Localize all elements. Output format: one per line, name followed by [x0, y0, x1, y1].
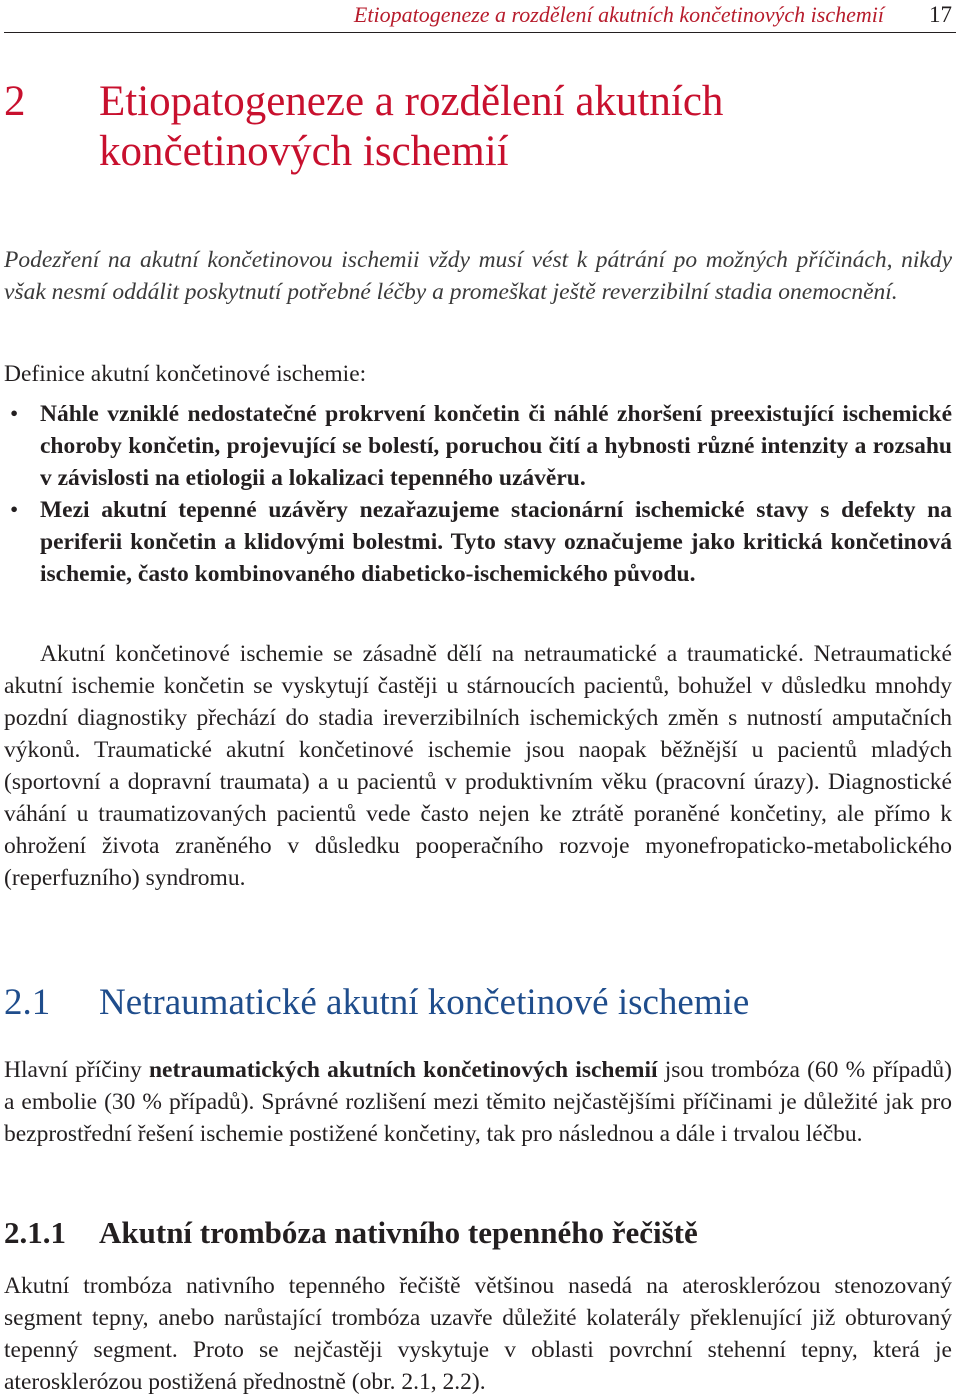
list-item-text: Náhle vzniklé nedostatečné prokrvení končetin či náhlé zhoršení preexistující ischemické choroby končetin, projevující se bolestí, poruchou čití a hybnosti různé intenzity a rozsahu v závislosti na etiologii a lokalizaci tepenného uzávěru. — [40, 401, 952, 491]
definition-heading: Definice akutní končetinové ischemie: — [4, 361, 367, 387]
list-item — [4, 494, 952, 590]
intro-paragraph: Akutní končetinové ischemie se zásadně dělí na netraumatické a traumatické. Netraumatické akutní ischemie končetin se vyskytují častěji u stárnoucích pacientů, bohužel v důsledku mnohdy pozdní diagnostiky přechází do stadia ireverzibilních ischemických změn s nutností amputačních výkonů. Traumatické akutní končetinové ischemie jsou naopak běžnější u pacientů mladých (sportovní a dopravní traumata) a u pacientů v produktivním věku (pracovní úrazy). Diagnostické váhání u traumatizovaných pacientů vede často nejen ke ztrátě poraněné končetiny, ale přímo k ohrožení života zraněného v důsledku pooperačního rozvoje myonefropaticko-metabolického (reperfuzního) syndromu. — [4, 641, 952, 891]
subsection-number: 2.1.1 — [4, 1215, 66, 1250]
section-title-text: Netraumatické akutní končetinové ischemie — [99, 982, 750, 1023]
list-item-text: Mezi akutní tepenné uzávěry nezařazujeme stacionární ischemické stavy s defekty na periferii končetin a klidovými bolestmi. Tyto stavy označujeme jako kritická končetinová ischemie, často kombinovaného diabeticko-ischemického původu. — [40, 497, 952, 587]
header-rule — [4, 32, 956, 33]
running-title: Etiopatogeneze a rozdělení akutních končetinových ischemií — [353, 2, 884, 27]
running-header — [0, 0, 960, 34]
thrombosis-paragraph: Akutní trombóza nativního tepenného řečiště většinou nasedá na aterosklerózou stenozovaný segment tepny, anebo narůstající trombóza uzavře důležité kolaterály překlenující již obturovaný tepenný segment. Proto se nejčastěji vyskytuje v oblasti povrchní stehenní tepny, která je aterosklerózou postižená přednostně (obr. 2.1, 2.2). — [4, 1273, 952, 1395]
chapter-number: 2 — [4, 78, 26, 125]
subsection-title — [4, 1213, 952, 1253]
bullet-icon: • — [10, 497, 19, 523]
chapter-title — [4, 77, 924, 177]
causes-paragraph — [4, 1054, 952, 1150]
causes-text-bold: netraumatických akutních končetinových ischemií — [148, 1057, 658, 1083]
section-title — [4, 980, 952, 1026]
definition-list — [4, 398, 952, 590]
subsection-title-text: Akutní trombóza nativního tepenného řečiště — [99, 1215, 698, 1250]
section-number: 2.1 — [4, 982, 51, 1023]
chapter-title-text: Etiopatogeneze a rozdělení akutních končetinových ischemií — [99, 78, 724, 175]
lead-paragraph: Podezření na akutní končetinovou ischemii vždy musí vést k pátrání po možných příčinách, nikdy však nesmí oddálit poskytnutí potřebné léčby a promeškat ještě reverzibilní stadia onemocnění. — [4, 247, 952, 305]
causes-text-after: jsou trombóza (60 % případů) a embolie (30 % případů). Správné rozlišení mezi těmito nejčastějšími příčinami je důležité jak pro bezprostřední řešení ischemie postižené končetiny, tak pro následnou a dále i trvalou léčbu. — [4, 1057, 953, 1147]
list-item — [4, 398, 952, 494]
causes-text-before: Hlavní příčiny — [4, 1057, 149, 1083]
page-number: 17 — [929, 2, 952, 27]
bullet-icon: • — [10, 401, 19, 427]
